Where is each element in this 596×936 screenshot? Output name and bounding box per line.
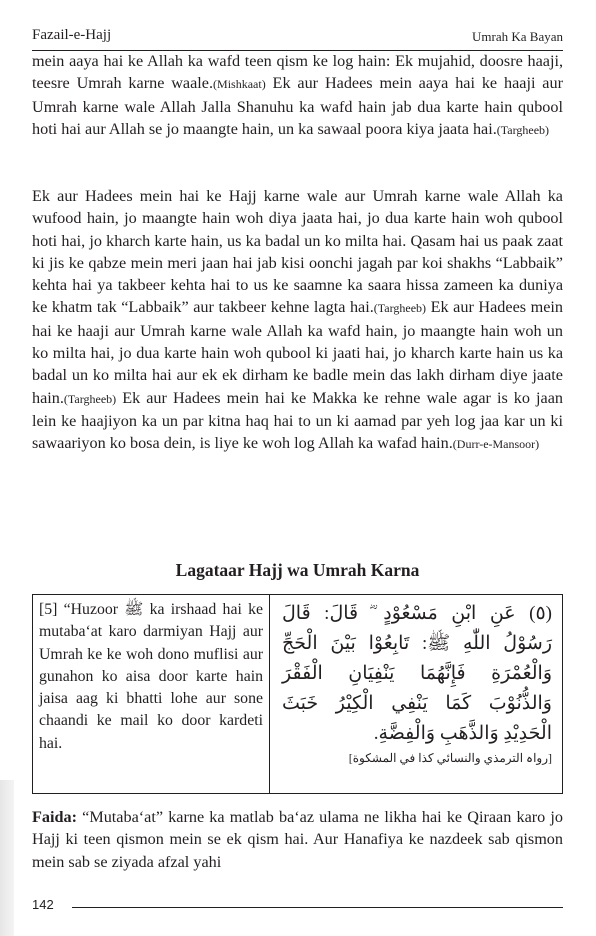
column-divider xyxy=(269,595,270,793)
paragraph-text: mein aaya hai ke Allah ka wafd teen qism ke log hain: Ek mujahid, doosre haaji, teesre Umrah karne waale. xyxy=(32,52,563,93)
paragraph-text: Ek aur Hadees mein hai ke Hajj karne wale aur Umrah karne wale Allah ka wufood hain, jo maangte hain woh diya jaata hai, jo dua karte hain woh qubool hoti hai, jo kharch karte hain, us ka badal un ko milta hai. Qasam hai us paak zaat ki jis ke qabze mein meri jaan hai jab kisi oonchi jagah par koi shakhs “Labbaik” kehta hai ya takbeer kehta hai to us ke saamne ka saara hissa zameen ka duniya ke khatm tak “Labbaik” aur takbeer kehne lagta hai. xyxy=(32,187,563,317)
faida-text: “Mutaba‘at” karne ka matlab ba‘az ulama ne likha hai ke Qiraan karo jo Hajj ki teen qismon mein se ek qism hai. Aur Hanafiya ke nazdeek sab qismon mein sab se ziyada afzal yahi xyxy=(32,808,563,871)
book-title: Fazail-e-Hajj xyxy=(32,27,112,43)
page-number: 142 xyxy=(32,897,54,912)
reference-targheeb: (Targheeb) xyxy=(373,301,427,316)
paragraph-text: Ek aur Hadees mein aaya hai ke haaji aur Umrah karne wale Allah Jalla Shanuhu ka wafd hain jab dua karte hain qubool hoti hai aur Allah se jo maangte hain, un ka sawaal poora kiya jaata hai. xyxy=(32,74,563,138)
reference-durr-e-mansoor: (Durr-e-Mansoor) xyxy=(452,437,540,452)
reference-targheeb: (Targheeb) xyxy=(63,391,117,406)
reference-mishkaat: (Mishkaat) xyxy=(213,77,266,92)
footer-rule xyxy=(72,907,563,908)
hadith-arabic-text: (٥) عَنِ ابْنِ مَسْعُوْدٍ ؓ قَالَ: قَالَ رَسُوْلُ اللّٰهِ ﷺ: تَابِعُوْا بَيْنَ الْحَجِّ وَالْعُمْرَةِ فَإِنَّهُمَا يَنْفِيَانِ الْفَقْرَ وَالذُّنُوْبَ كَمَا يَنْفِي الْكِيْرُ خَبَثَ الْحَدِيْدِ وَالذَّهَبِ وَالْفِضَّةِ. xyxy=(282,603,552,744)
paragraph-2 xyxy=(32,185,563,456)
faida-paragraph xyxy=(32,806,563,873)
reference-targheeb: (Targheeb) xyxy=(496,122,550,137)
hadith-source: [رواہ الترمذي والنسائي كذا في المشكوة] xyxy=(348,751,552,765)
paragraph-text: Ek aur Hadees mein hai ke haaji aur Umrah karne wale Allah ka wafd hain, jo maangte hain woh un ko milta hai, jo dua karte hain woh qubool ki jaati hai, jo kharch karte hain us ka badal un ko milta hai aur ek ek dirham ke badle mein das lakh dirham diye jaate hain. xyxy=(32,298,563,407)
hadith-transliteration: [5] “Huzoor ﷺ ka irshaad hai ke mutaba‘at karo darmiyan Hajj aur Umrah ke ke woh dono muflisi aur gunahon ko aisa door karte hain jaisa aag ki bhatti lohe aur sone chaandi ke mail ko door kardeti hai. xyxy=(39,601,263,752)
running-header xyxy=(32,20,563,51)
paragraph-text: Ek aur Hadees mein hai ke Makka ke rehne wale agar is ko jaan lein ke haajiyon ka un par kitna haq hai to un ki aamad par yeh log jaa kar un ki sawaariyon ko bosa dein, is liye ke woh log Allah ka wafad hain. xyxy=(32,388,563,453)
book-page xyxy=(32,0,563,936)
faida-label: Faida: xyxy=(32,808,77,826)
page-edge-shadow xyxy=(0,780,14,936)
chapter-title: Umrah Ka Bayan xyxy=(472,29,563,44)
paragraph-1 xyxy=(32,50,563,141)
hadith-box xyxy=(32,594,563,794)
section-heading: Lagataar Hajj wa Umrah Karna xyxy=(175,560,420,580)
